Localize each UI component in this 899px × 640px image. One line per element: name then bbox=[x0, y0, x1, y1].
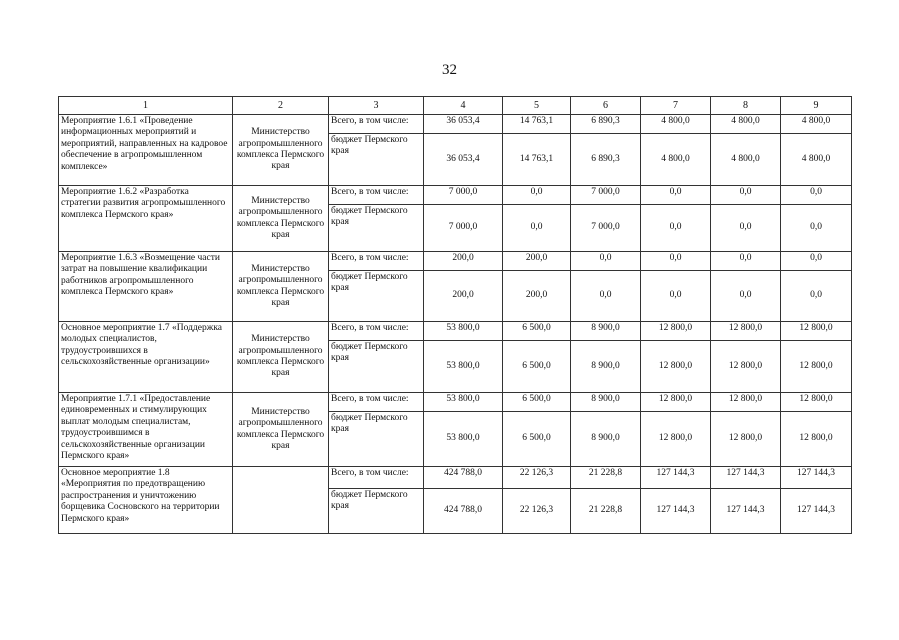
total-row bbox=[59, 115, 852, 134]
executor: Министерство агропромышленного комплекса Пермского края bbox=[233, 115, 329, 186]
executor: Министерство агропромышленного комплекса Пермского края bbox=[233, 186, 329, 252]
column-header: 8 bbox=[711, 97, 781, 115]
budget-value: 7 000,0 bbox=[571, 205, 641, 252]
total-value: 0,0 bbox=[571, 252, 641, 271]
budget-value: 0,0 bbox=[571, 271, 641, 322]
source-label: бюджет Пермского края bbox=[329, 489, 424, 534]
budget-table bbox=[58, 96, 852, 534]
total-value: 8 900,0 bbox=[571, 393, 641, 412]
total-value: 6 500,0 bbox=[503, 322, 571, 341]
total-value: 12 800,0 bbox=[711, 322, 781, 341]
source-label: Всего, в том числе: bbox=[329, 186, 424, 205]
executor bbox=[233, 467, 329, 534]
total-row bbox=[59, 186, 852, 205]
activity-name: Мероприятие 1.7.1 «Предоставление единовременных и стимулирующих выплат молодым специалистам, трудоустроившимся в сельскохозяйственные организации Пермского края» bbox=[59, 393, 233, 467]
total-value: 8 900,0 bbox=[571, 322, 641, 341]
budget-value: 0,0 bbox=[641, 271, 711, 322]
column-header: 7 bbox=[641, 97, 711, 115]
total-value: 36 053,4 bbox=[424, 115, 503, 134]
budget-value: 53 800,0 bbox=[424, 412, 503, 467]
budget-value: 6 500,0 bbox=[503, 412, 571, 467]
activity-name: Мероприятие 1.6.2 «Разработка стратегии развития агропромышленного комплекса Пермского края» bbox=[59, 186, 233, 252]
total-value: 127 144,3 bbox=[641, 467, 711, 489]
column-header: 9 bbox=[781, 97, 852, 115]
budget-value: 4 800,0 bbox=[711, 134, 781, 186]
source-label: бюджет Пермского края bbox=[329, 341, 424, 393]
executor: Министерство агропромышленного комплекса Пермского края bbox=[233, 252, 329, 322]
page-number: 32 bbox=[442, 62, 457, 78]
activity-name: Основное мероприятие 1.8 «Мероприятия по предотвращению распространения и уничтожению борщевика Сосновского на территории Пермского края» bbox=[59, 467, 233, 534]
budget-value: 12 800,0 bbox=[711, 341, 781, 393]
budget-value: 424 788,0 bbox=[424, 489, 503, 534]
activity-name: Мероприятие 1.6.3 «Возмещение части затрат на повышение квалификации работников агропромышленного комплекса Пермского края» bbox=[59, 252, 233, 322]
source-label: бюджет Пермского края bbox=[329, 412, 424, 467]
total-value: 4 800,0 bbox=[781, 115, 852, 134]
budget-value: 6 500,0 bbox=[503, 341, 571, 393]
source-label: бюджет Пермского края bbox=[329, 271, 424, 322]
total-value: 0,0 bbox=[781, 186, 852, 205]
total-value: 12 800,0 bbox=[641, 322, 711, 341]
budget-value: 6 890,3 bbox=[571, 134, 641, 186]
column-header: 6 bbox=[571, 97, 641, 115]
total-value: 12 800,0 bbox=[781, 393, 852, 412]
budget-value: 127 144,3 bbox=[781, 489, 852, 534]
total-value: 0,0 bbox=[503, 186, 571, 205]
budget-value: 14 763,1 bbox=[503, 134, 571, 186]
total-value: 0,0 bbox=[711, 186, 781, 205]
total-row bbox=[59, 322, 852, 341]
budget-value: 8 900,0 bbox=[571, 412, 641, 467]
total-value: 6 890,3 bbox=[571, 115, 641, 134]
budget-value: 36 053,4 bbox=[424, 134, 503, 186]
executor: Министерство агропромышленного комплекса Пермского края bbox=[233, 322, 329, 393]
budget-value: 0,0 bbox=[711, 205, 781, 252]
header-row bbox=[59, 97, 852, 115]
budget-value: 0,0 bbox=[641, 205, 711, 252]
total-value: 127 144,3 bbox=[781, 467, 852, 489]
column-header: 2 bbox=[233, 97, 329, 115]
total-row bbox=[59, 467, 852, 489]
total-value: 53 800,0 bbox=[424, 322, 503, 341]
activity-name: Основное мероприятие 1.7 «Поддержка молодых специалистов, трудоустроившихся в сельскохозяйственные организации» bbox=[59, 322, 233, 393]
budget-value: 4 800,0 bbox=[641, 134, 711, 186]
total-value: 127 144,3 bbox=[711, 467, 781, 489]
source-label: Всего, в том числе: bbox=[329, 252, 424, 271]
total-value: 7 000,0 bbox=[424, 186, 503, 205]
column-header: 1 bbox=[59, 97, 233, 115]
budget-value: 53 800,0 bbox=[424, 341, 503, 393]
activity-name: Мероприятие 1.6.1 «Проведение информационных мероприятий и мероприятий, направленных на кадровое обеспечение в агропромышленном комплексе» bbox=[59, 115, 233, 186]
source-label: Всего, в том числе: bbox=[329, 467, 424, 489]
total-row bbox=[59, 393, 852, 412]
budget-value: 7 000,0 bbox=[424, 205, 503, 252]
budget-value: 127 144,3 bbox=[711, 489, 781, 534]
source-label: Всего, в том числе: bbox=[329, 393, 424, 412]
budget-value: 22 126,3 bbox=[503, 489, 571, 534]
total-value: 4 800,0 bbox=[641, 115, 711, 134]
budget-value: 12 800,0 bbox=[781, 412, 852, 467]
budget-value: 0,0 bbox=[503, 205, 571, 252]
budget-value: 12 800,0 bbox=[641, 341, 711, 393]
total-value: 12 800,0 bbox=[711, 393, 781, 412]
budget-value: 21 228,8 bbox=[571, 489, 641, 534]
source-label: Всего, в том числе: bbox=[329, 322, 424, 341]
budget-value: 12 800,0 bbox=[641, 412, 711, 467]
total-value: 200,0 bbox=[424, 252, 503, 271]
total-value: 0,0 bbox=[781, 252, 852, 271]
total-value: 4 800,0 bbox=[711, 115, 781, 134]
total-value: 7 000,0 bbox=[571, 186, 641, 205]
total-value: 22 126,3 bbox=[503, 467, 571, 489]
budget-value: 0,0 bbox=[781, 271, 852, 322]
budget-value: 200,0 bbox=[424, 271, 503, 322]
budget-value: 0,0 bbox=[781, 205, 852, 252]
source-label: Всего, в том числе: bbox=[329, 115, 424, 134]
total-value: 21 228,8 bbox=[571, 467, 641, 489]
budget-value: 200,0 bbox=[503, 271, 571, 322]
budget-value: 12 800,0 bbox=[711, 412, 781, 467]
executor: Министерство агропромышленного комплекса Пермского края bbox=[233, 393, 329, 467]
total-value: 0,0 bbox=[711, 252, 781, 271]
total-value: 424 788,0 bbox=[424, 467, 503, 489]
total-value: 53 800,0 bbox=[424, 393, 503, 412]
total-value: 0,0 bbox=[641, 252, 711, 271]
budget-value: 12 800,0 bbox=[781, 341, 852, 393]
budget-value: 0,0 bbox=[711, 271, 781, 322]
total-value: 14 763,1 bbox=[503, 115, 571, 134]
total-row bbox=[59, 252, 852, 271]
total-value: 200,0 bbox=[503, 252, 571, 271]
total-value: 12 800,0 bbox=[641, 393, 711, 412]
source-label: бюджет Пермского края bbox=[329, 205, 424, 252]
column-header: 4 bbox=[424, 97, 503, 115]
total-value: 12 800,0 bbox=[781, 322, 852, 341]
source-label: бюджет Пермского края bbox=[329, 134, 424, 186]
budget-value: 127 144,3 bbox=[641, 489, 711, 534]
total-value: 0,0 bbox=[641, 186, 711, 205]
total-value: 6 500,0 bbox=[503, 393, 571, 412]
column-header: 3 bbox=[329, 97, 424, 115]
column-header: 5 bbox=[503, 97, 571, 115]
budget-value: 4 800,0 bbox=[781, 134, 852, 186]
budget-value: 8 900,0 bbox=[571, 341, 641, 393]
